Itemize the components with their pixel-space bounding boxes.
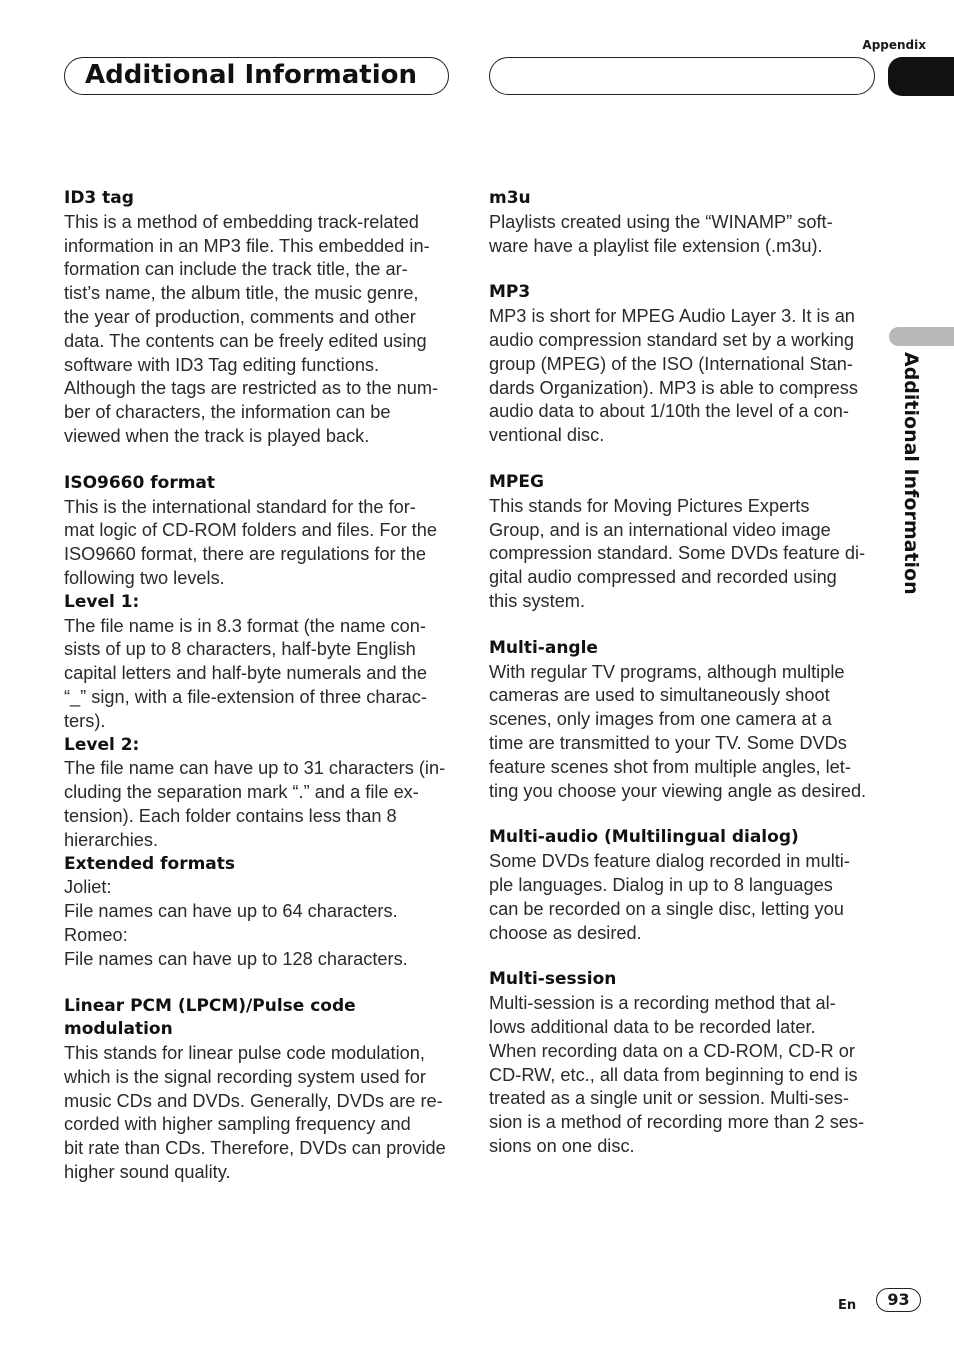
term-heading: ISO9660 format — [64, 472, 216, 493]
term-description: This stands for linear pulse code modulation, which is the signal recording system used for music CDs and DVDs. Generally, DVDs are re- corded with higher sampling frequency and bit rate than CDs. Therefore, DVDs can provide higher sound quality. — [64, 1043, 446, 1183]
term-heading: Multi-session — [489, 969, 617, 990]
term-heading: Multi-angle — [489, 637, 598, 658]
entry-multi-session — [489, 968, 881, 1158]
term-description: This is a method of embedding track-related information in an MP3 file. This embedded in- formation can include the track title, the ar- tist’s name, the album title, the music genre, the year of production, comments and other data. The contents can be freely edited using software with ID3 Tag editing functions. Although the tags are restricted as to the num- ber of characters, the information can be viewed when the track is played back. — [64, 211, 439, 446]
level-1-description: The file name is in 8.3 format (the name con- sists of up to 8 characters, half-byte English capital letters and half-byte numerals and the “_” sign, with a file-extension of three charac- ters). — [64, 615, 427, 731]
entry-mp3 — [489, 281, 881, 448]
subheading-extended-formats: Extended formats — [64, 853, 236, 874]
subheading-level-1: Level 1: — [64, 591, 140, 612]
entry-m3u — [489, 187, 881, 258]
term-description: Multi-session is a recording method that al- lows additional data to be recorded later. When recording data on a CD-ROM, CD-R or CD-RW, etc., all data from beginning to end is treated as a single unit or session. Multi-ses- sion is a method of recording more than 2 ses- sions on one disc. — [489, 993, 865, 1156]
term-heading: Linear PCM (LPCM)/Pulse code modulation — [64, 995, 356, 1040]
page-title-frame — [64, 57, 449, 95]
entry-iso9660 — [64, 472, 456, 972]
left-column — [64, 187, 456, 1208]
header-blank-frame — [489, 57, 875, 95]
section-tab-marker — [888, 57, 954, 96]
term-description: This stands for Moving Pictures Experts Group, and is an international video image compression standard. Some DVDs feature di- gital audio compressed and recorded using this system. — [489, 495, 866, 611]
language-code: En — [838, 1298, 857, 1313]
side-tab-marker — [889, 327, 954, 346]
term-description: This is the international standard for the for- mat logic of CD-ROM folders and files. For the ISO9660 format, there are regulations for the following two levels. — [64, 496, 437, 588]
side-tab-label: Additional Information — [900, 352, 922, 595]
term-heading: MP3 — [489, 282, 531, 303]
page-number: 93 — [876, 1288, 921, 1312]
entry-multi-audio — [489, 826, 881, 945]
entry-linear-pcm — [64, 995, 456, 1185]
term-description: Some DVDs feature dialog recorded in multi- ple languages. Dialog in up to 8 languages can be recorded on a single disc, letting you choose as desired. — [489, 851, 850, 943]
term-description: MP3 is short for MPEG Audio Layer 3. It is an audio compression standard set by a working group (MPEG) of the ISO (International Stan- dards Organization). MP3 is able to compress audio data to about 1/10th the level of a con- ventional disc. — [489, 306, 858, 446]
term-description: Playlists created using the “WINAMP” soft- ware have a playlist file extension (.m3u). — [489, 211, 833, 256]
page-title: Additional Information — [85, 60, 418, 90]
right-column — [489, 187, 881, 1182]
term-heading: Multi-audio (Multilingual dialog) — [489, 827, 799, 848]
level-2-description: The file name can have up to 31 characters (in- cluding the separation mark “.” and a file ex- tension). Each folder contains less than 8 hierarchies. — [64, 758, 446, 850]
entry-multi-angle — [489, 637, 881, 804]
section-label: Appendix — [862, 38, 926, 52]
entry-mpeg — [489, 471, 881, 614]
term-heading: m3u — [489, 188, 531, 208]
term-heading: MPEG — [489, 471, 544, 492]
entry-id3-tag — [64, 187, 456, 449]
term-heading: ID3 tag — [64, 188, 134, 208]
extended-formats-description: Joliet: File names can have up to 64 characters. Romeo: File names can have up to 128 characters. — [64, 877, 408, 969]
subheading-level-2: Level 2: — [64, 734, 140, 755]
term-description: With regular TV programs, although multiple cameras are used to simultaneously shoot scenes, only images from one camera at a time are transmitted to your TV. Some DVDs feature scenes shot from multiple angles, let- ting you choose your viewing angle as desired. — [489, 661, 867, 801]
